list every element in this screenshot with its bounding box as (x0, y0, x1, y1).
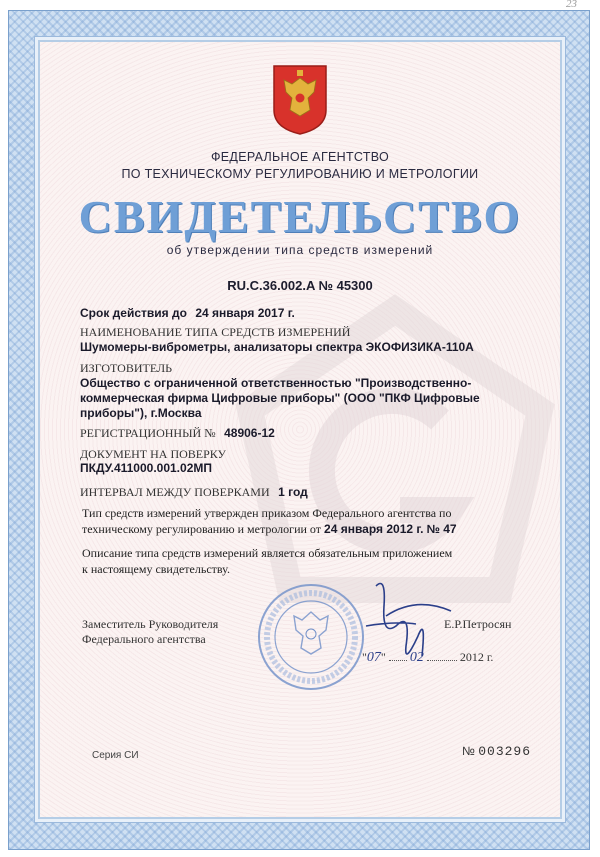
corner-note: 23 (566, 0, 577, 10)
official-seal (256, 582, 366, 692)
certificate-number: RU.C.36.002.A № 45300 (227, 278, 373, 293)
approval-line-2-text: техническому регулированию и метрологии от (82, 522, 322, 536)
serial-no-label: № (462, 744, 475, 758)
manufacturer-line-3: приборы"), г.Москва (80, 406, 202, 420)
document-subtitle: об утверждении типа средств измерений (166, 243, 434, 257)
document-title: СВИДЕТЕЛЬСТВО (78, 191, 522, 242)
validity-value: 24 января 2017 г. (195, 306, 295, 320)
description-line-2: к настоящему свидетельству. (82, 562, 230, 576)
type-name-label: НАИМЕНОВАНИЕ ТИПА СРЕДСТВ ИЗМЕРЕНИЙ (80, 325, 351, 339)
approval-order-number: № 47 (426, 522, 457, 536)
agency-line-2: ПО ТЕХНИЧЕСКОМУ РЕГУЛИРОВАНИЮ И МЕТРОЛОГИИ (121, 167, 479, 181)
manufacturer-line-1: Общество с ограниченной ответственностью "Производственно- (80, 376, 472, 390)
description-line-1: Описание типа средств измерений является обязательным приложением (82, 546, 453, 560)
interval-label: ИНТЕРВАЛ МЕЖДУ ПОВЕРКАМИ (80, 485, 270, 499)
series-label: Серия СИ (92, 750, 139, 761)
verification-doc-label: ДОКУМЕНТ НА ПОВЕРКУ (80, 447, 227, 461)
verification-doc-value: ПКДУ.411000.001.02МП (80, 461, 212, 475)
approval-line-1: Тип средств измерений утвержден приказом Федерального агентства по (82, 506, 452, 520)
agency-line-1: ФЕДЕРАЛЬНОЕ АГЕНТСТВО (210, 150, 390, 164)
date-month: 02 (409, 650, 424, 665)
date-year: 2012 г. (459, 650, 494, 664)
interval-row (80, 483, 308, 501)
approval-line-2 (82, 521, 520, 537)
serial-number: 003296 (478, 744, 532, 759)
manufacturer-label: ИЗГОТОВИТЕЛЬ (80, 361, 173, 375)
registration-label: РЕГИСТРАЦИОННЫЙ № (80, 426, 216, 440)
signatory-position-line-1: Заместитель Руководителя (82, 617, 219, 631)
interval-value: 1 год (278, 485, 308, 499)
registration-value: 48906-12 (224, 426, 275, 440)
signatory-position-line-2: Федерального агентства (82, 632, 206, 646)
validity-label: Срок действия до (80, 306, 187, 320)
type-name-value: Шумомеры-виброметры, анализаторы спектра ЭКОФИЗИКА-110А (80, 340, 474, 354)
registration-row (80, 424, 275, 442)
approval-date: 24 января 2012 г. (324, 522, 424, 536)
signature-date (362, 650, 522, 666)
date-day: 07 (366, 650, 381, 665)
signatory-name: Е.Р.Петросян (444, 617, 512, 631)
date-close-quote: " (380, 650, 386, 664)
serial-row (462, 744, 531, 759)
coat-of-arms-icon (272, 64, 328, 136)
date-open-quote: " (362, 650, 367, 664)
manufacturer-line-2: коммерческая фирма Цифровые приборы" (ООО "ПКФ Цифровые (80, 391, 480, 405)
validity-row (80, 304, 295, 322)
